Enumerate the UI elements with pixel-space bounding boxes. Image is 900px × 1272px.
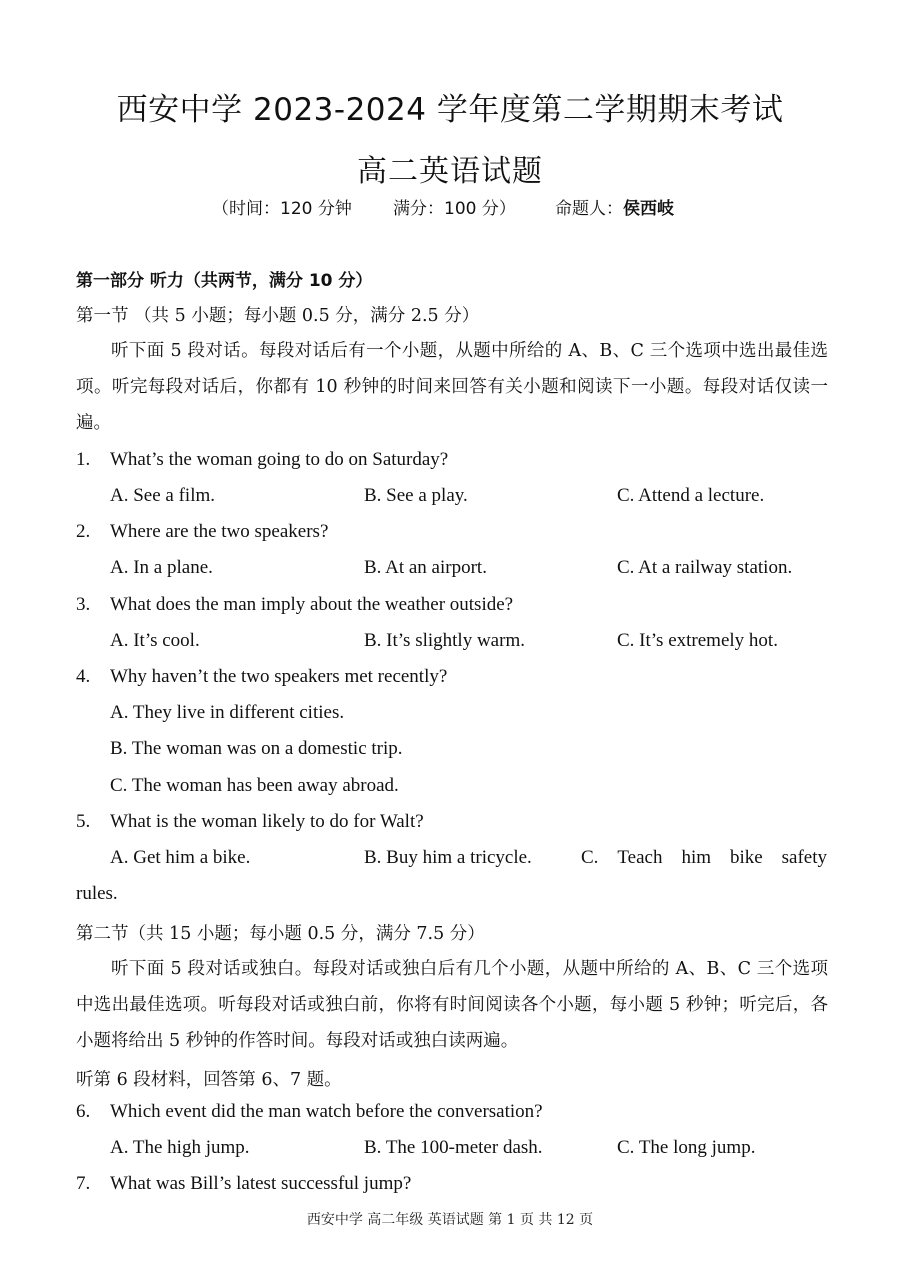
option-b: B. At an airport. — [364, 557, 487, 578]
page-footer: 西安中学 高二年级 英语试题 第 1 页 共 12 页 — [306, 1212, 594, 1228]
question-text: What’s the woman going to do on Saturday? — [110, 449, 449, 470]
option-c: C. The long jump. — [617, 1137, 756, 1158]
option-a: A. Get him a bike. — [110, 847, 251, 868]
option-c-word: him — [681, 847, 711, 868]
option-c-word: bike — [729, 847, 763, 868]
option-c-word: C. — [581, 847, 599, 868]
question-number: 1. — [76, 449, 91, 470]
option-c-word: Teach — [617, 847, 663, 868]
exam-full-score: 满分：100 分） — [393, 199, 516, 219]
option-a: A. In a plane. — [110, 557, 213, 578]
section1-instructions: 听下面 5 段对话。每段对话后有一个小题，从题中所给的 A、B、C 三个选项中选出最佳选项。听完每段对话后，你都有 10 秒钟的时间来回答有关小题和阅读下一小题。每段对话仅读一遍。 — [76, 341, 828, 433]
material-note: 听第 6 段材料，回答第 6、7 题。 — [76, 1070, 342, 1090]
question-number: 3. — [76, 594, 91, 615]
option-c: C. At a railway station. — [617, 557, 793, 578]
exam-time: （时间：120 分钟 — [212, 199, 352, 219]
question-number: 5. — [76, 811, 91, 832]
option-c: C. It’s extremely hot. — [617, 630, 778, 651]
question-number: 2. — [76, 521, 91, 542]
option-a: A. They live in different cities. — [110, 702, 345, 723]
question-text: Why haven’t the two speakers met recently? — [110, 666, 448, 687]
author-name: 侯西岐 — [623, 199, 674, 219]
section2-heading: 第二节（共 15 小题；每小题 0.5 分，满分 7.5 分） — [76, 924, 485, 944]
question-number: 7. — [76, 1173, 91, 1194]
question-number: 6. — [76, 1101, 91, 1122]
option-a: A. It’s cool. — [110, 630, 200, 651]
option-b: B. It’s slightly warm. — [364, 630, 525, 651]
option-a: A. The high jump. — [110, 1137, 250, 1158]
question-text: Where are the two speakers? — [110, 521, 329, 542]
question-text: What was Bill’s latest successful jump? — [110, 1173, 412, 1194]
question-text: What is the woman likely to do for Walt? — [110, 811, 424, 832]
option-b: B. The woman was on a domestic trip. — [110, 738, 403, 759]
option-c: C. Attend a lecture. — [617, 485, 765, 506]
section1-heading: 第一节 （共 5 小题；每小题 0.5 分，满分 2.5 分） — [76, 306, 480, 326]
exam-title: 西安中学 2023-2024 学年度第二学期期末考试 — [116, 92, 784, 128]
question-number: 4. — [76, 666, 91, 687]
question-text: What does the man imply about the weather outside? — [110, 594, 514, 615]
exam-subtitle: 高二英语试题 — [357, 154, 543, 189]
option-a: A. See a film. — [110, 485, 216, 506]
section2-instructions: 听下面 5 段对话或独白。每段对话或独白后有几个小题，从题中所给的 A、B、C 三个选项中选出最佳选项。听每段对话或独白前，你将有时间阅读各个小题，每小题 5 秒钟；听完后，各小题将给出 5 秒钟的作答时间。每段对话或独白读两遍。 — [76, 959, 828, 1051]
option-c-continuation: rules. — [76, 883, 118, 904]
option-b: B. Buy him a tricycle. — [364, 847, 532, 868]
exam-author — [555, 194, 674, 219]
question-text: Which event did the man watch before the conversation? — [110, 1101, 543, 1122]
part1-heading: 第一部分 听力（共两节，满分 10 分） — [76, 271, 373, 291]
author-label: 命题人： — [555, 199, 623, 219]
option-c: C. The woman has been away abroad. — [110, 775, 399, 796]
option-b: B. The 100-meter dash. — [364, 1137, 543, 1158]
option-b: B. See a play. — [364, 485, 468, 506]
option-c — [581, 847, 827, 869]
option-c-word: safety — [781, 847, 827, 868]
